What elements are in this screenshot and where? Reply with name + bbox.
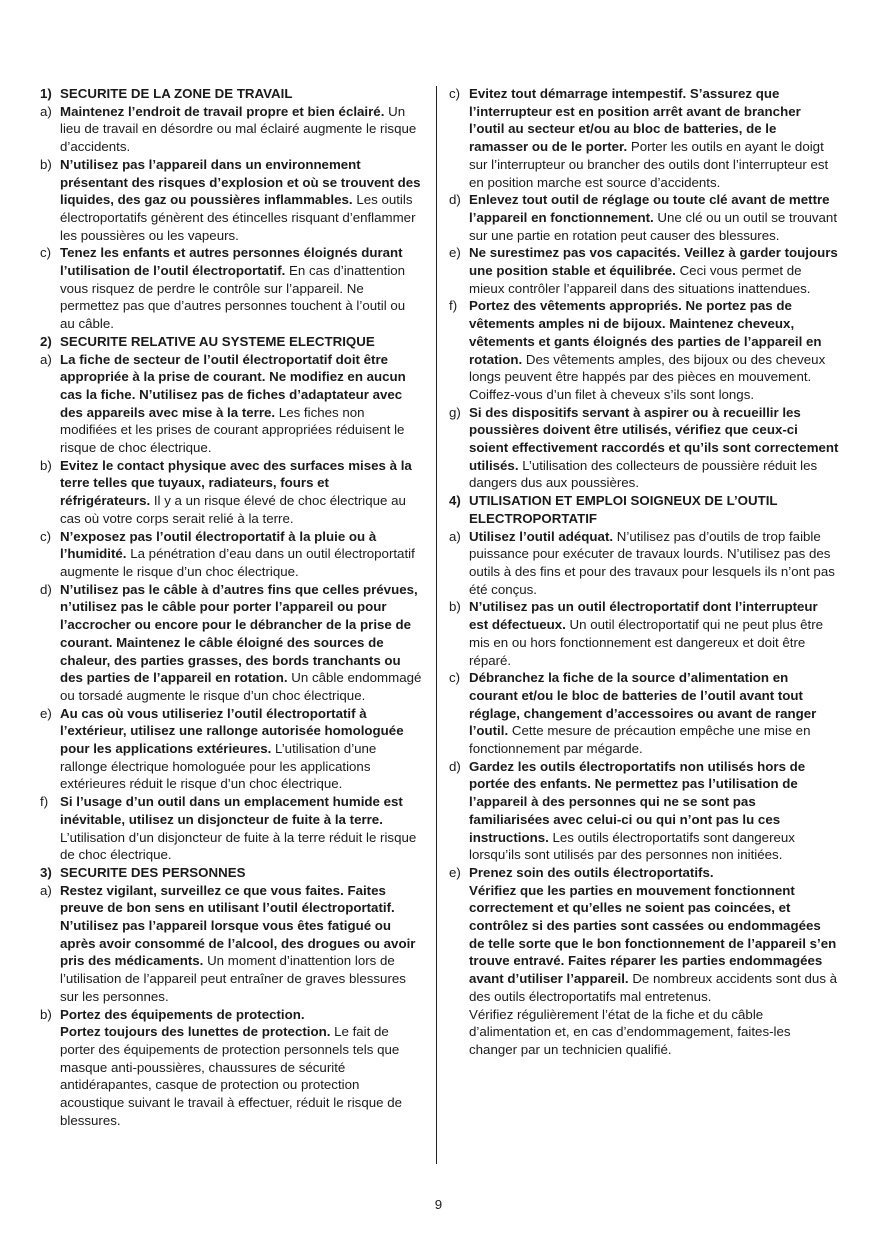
safety-item	[449, 758, 839, 864]
item-marker: a)	[449, 528, 461, 544]
warning-text: Prenez soin des outils électroportatifs.	[469, 864, 714, 880]
warning-text: Gardez les outils électroportatifs non utilisés hors de portée des enfants. Ne permettez pas l’utilisation de l’appareil à des personnes qui ne se sont pas familiarisées avec celui-ci ou qui n’ont pas lu ces instructions.	[469, 758, 806, 845]
explanation-text: Ceci vous permet de mieux contrôler l’appareil dans des situations inattendues.	[469, 263, 811, 296]
section-heading	[40, 85, 422, 103]
section-title: SECURITE RELATIVE AU SYSTEME ELECTRIQUE	[60, 333, 375, 349]
explanation-text: La pénétration d’eau dans un outil électroportatif augmente le risque d’un choc électrique.	[60, 546, 415, 579]
explanation-text: Un câble endommagé ou torsadé augmente le risque d’un choc électrique.	[60, 670, 422, 703]
section-heading	[40, 333, 422, 351]
warning-text: Maintenez l’endroit de travail propre et bien éclairé.	[60, 103, 385, 119]
safety-item	[449, 191, 839, 244]
safety-item	[40, 103, 422, 156]
item-marker: 1)	[40, 86, 52, 101]
item-marker: d)	[40, 581, 52, 597]
item-marker: a)	[40, 351, 52, 367]
explanation-text: Les outils électroportatifs génèrent des étincelles risquant d’enflammer les poussières ou les vapeurs.	[60, 192, 416, 243]
explanation-text: Une clé ou un outil se trouvant sur une partie en rotation peut causer des blessures.	[469, 209, 838, 243]
explanation-text: Un lieu de travail en désordre ou mal éclairé augmente le risque d’accidents.	[60, 103, 417, 155]
item-marker: c)	[449, 670, 461, 686]
explanation-text: L’utilisation d’une rallonge électrique homologuée pour les applications extérieures réduit le risque d’un choc électrique.	[60, 741, 377, 792]
item-marker: e)	[40, 705, 52, 721]
safety-item	[40, 244, 422, 333]
item-marker: c)	[40, 528, 52, 544]
item-marker: f)	[449, 298, 458, 314]
item-marker: f)	[40, 794, 49, 810]
explanation-text: Un outil électroportatif qui ne peut plus être mis en ou hors fonctionnement est dangereux et doit être réparé.	[469, 617, 824, 668]
warning-text: Enlevez tout outil de réglage ou toute clé avant de mettre l’appareil en fonctionnement.	[469, 192, 830, 225]
safety-item	[449, 528, 839, 599]
explanation-text: Porter les outils en ayant le doigt sur l’interrupteur ou brancher des outils dont l’interrupteur est en position marche est source d’accidents.	[469, 139, 829, 190]
warning-text: Ne surestimez pas vos capacités. Veillez à garder toujours une position stable et équilibrée.	[469, 245, 838, 279]
safety-item	[40, 793, 422, 864]
safety-item	[40, 156, 422, 245]
item-marker: b)	[40, 457, 52, 473]
explanation-text: Il y a un risque élevé de choc électrique au cas où votre corps serait relié à la terre.	[60, 493, 406, 526]
item-marker: 3)	[40, 864, 52, 880]
warning-text: N’utilisez pas le câble à d’autres fins que celles prévues, n’utilisez pas le câble pour porter l’appareil ou pour l’accrocher ou encore pour le débrancher de la prise de courant. Maintenez le câble éloigné des sources de chaleur, des parties grasses, des bords tranchants ou des parties de l’appareil en rotation.	[60, 581, 418, 686]
warning-text: Au cas où vous utiliseriez l’outil électroportatif à l’extérieur, utilisez une rallonge autorisée homologuée pour les applications extérieures.	[60, 705, 404, 757]
item-marker: 2)	[40, 333, 52, 349]
item-marker: 4)	[449, 493, 461, 509]
safety-item	[449, 85, 839, 191]
safety-item	[40, 581, 422, 705]
safety-item	[449, 244, 839, 297]
item-marker: c)	[449, 86, 461, 101]
explanation-text: De nombreux accidents sont dus à des outils électroportatifs mal entretenus.	[469, 971, 838, 1004]
section-title: SECURITE DES PERSONNES	[60, 864, 246, 880]
section-heading	[449, 492, 839, 527]
warning-text: Débranchez la fiche de la source d’alimentation en courant et/ou le bloc de batteries de l’outil avant tout réglage, changement d’accessoires ou avant de ranger l’outil.	[469, 670, 817, 739]
safety-item	[40, 351, 422, 457]
right-column	[449, 85, 839, 1059]
warning-text: Utilisez l’outil adéquat.	[469, 528, 614, 544]
explanation-text: Un moment d’inattention lors de l’utilisation de l’appareil peut entraîner de graves blessures sur les personnes.	[60, 953, 406, 1004]
warning-text: Restez vigilant, surveillez ce que vous faites. Faites preuve de bon sens en utilisant l’outil électroportatif. N’utilisez pas l’appareil lorsque vous êtes fatigué ou après avoir consommé de l’alcool, des drogues ou avoir pris des médicaments.	[60, 882, 416, 969]
item-marker: b)	[40, 156, 52, 172]
section-title: UTILISATION ET EMPLOI SOIGNEUX DE L’OUTIL ELECTROPORTATIF	[469, 493, 778, 526]
safety-item	[449, 297, 839, 403]
safety-item	[40, 528, 422, 581]
safety-item	[449, 864, 839, 1059]
explanation-text: Le fait de porter des équipements de protection personnels tels que masque anti-poussières, chaussures de sécurité antidérapantes, casque de protection ou protection acoustique suivant le travail à effectuer, réduit le risque de blessures.	[60, 1024, 402, 1128]
explanation-text: Les outils électroportatifs sont dangereux lorsqu’ils sont utilisés par des personnes non initiées.	[469, 829, 795, 863]
item-marker: a)	[40, 103, 52, 119]
warning-text: N’utilisez pas l’appareil dans un environnement présentant des risques d’explosion et où se trouvent des liquides, des gaz ou poussières inflammables.	[60, 156, 421, 208]
warning-text: La fiche de secteur de l’outil électroportatif doit être appropriée à la prise de courant. Ne modifiez en aucun cas la fiche. N’utilisez pas de fiches d’adaptateur avec des appareils avec mise à la terre.	[60, 351, 406, 420]
item-marker: b)	[40, 1006, 52, 1022]
explanation-text: Des vêtements amples, des bijoux ou des cheveux longs peuvent être happés par des pièces en mouvement. Coiffez-vous d’un filet à cheveux s’ils sont longs.	[469, 351, 826, 402]
section-title: SECURITE DE LA ZONE DE TRAVAIL	[60, 86, 293, 101]
explanation-text: En cas d’inattention vous risquez de perdre le contrôle sur l’appareil. Ne permettez pas que d’autres personnes touchent à l’outil ou au câble.	[60, 263, 406, 332]
safety-item	[449, 598, 839, 669]
warning-text: Portez des vêtements appropriés. Ne portez pas de vêtements amples ni de bijoux. Maintenez cheveux, vêtements et gants éloignés des parties de l’appareil en rotation.	[469, 298, 822, 367]
warning-text: Portez toujours des lunettes de protection.	[60, 1024, 331, 1040]
safety-item	[40, 1006, 422, 1130]
safety-item	[449, 669, 839, 758]
warning-text: Evitez tout démarrage intempestif. S’assurez que l’interrupteur est en position arrêt avant de brancher l’outil au secteur et/ou au bloc de batteries, de le ramasser ou de le porter.	[469, 86, 801, 155]
item-marker: a)	[40, 882, 52, 898]
warning-text: Portez des équipements de protection.	[60, 1006, 305, 1022]
item-marker: c)	[40, 245, 52, 261]
warning-text: Tenez les enfants et autres personnes éloignés durant l’utilisation de l’outil électroportatif.	[60, 245, 403, 279]
page-number: 9	[434, 1197, 443, 1212]
item-marker: b)	[449, 599, 461, 615]
warning-text: Evitez le contact physique avec des surfaces mises à la terre telles que tuyaux, radiateurs, fours et réfrigérateurs.	[60, 457, 412, 509]
column-divider	[436, 86, 437, 1164]
item-marker: e)	[449, 864, 461, 880]
item-marker: d)	[449, 758, 461, 774]
explanation-text: Vérifiez régulièrement l’état de la fiche et du câble d’alimentation et, en cas d’endommagement, faites-les changer par un technicien qualifié.	[469, 1006, 791, 1057]
explanation-text: L’utilisation d’un disjoncteur de fuite à la terre réduit le risque de choc électrique.	[60, 829, 417, 863]
warning-text: N’utilisez pas un outil électroportatif dont l’interrupteur est défectueux.	[469, 599, 818, 633]
explanation-text: N’utilisez pas d’outils de trop faible puissance pour exécuter de travaux lourds. N’utilisez pas des outils à des fins et pour des travaux pour lesquels ils n’ont pas été conçus.	[469, 528, 835, 597]
safety-item	[40, 457, 422, 528]
safety-item	[40, 705, 422, 794]
safety-item	[449, 404, 839, 493]
warning-text: N’exposez pas l’outil électroportatif à la pluie ou à l’humidité.	[60, 528, 377, 562]
explanation-text: L’utilisation des collecteurs de poussière réduit les dangers dus aux poussières.	[469, 457, 818, 491]
warning-text: Si l’usage d’un outil dans un emplacement humide est inévitable, utilisez un disjoncteur de fuite à la terre.	[60, 794, 403, 827]
explanation-text: Cette mesure de précaution empêche une mise en fonctionnement par mégarde.	[469, 723, 811, 757]
safety-item	[40, 882, 422, 1006]
item-marker: g)	[449, 404, 461, 420]
item-marker: d)	[449, 192, 461, 208]
section-heading	[40, 864, 422, 882]
explanation-text: Les fiches non modifiées et les prises de courant appropriées réduisent le risque de choc électrique.	[60, 404, 405, 456]
warning-text: Si des dispositifs servant à aspirer ou à recueillir les poussières doivent être utilisés, vérifiez que ceux-ci soient effectivement raccordés et qu’ils sont correctement utilisés.	[469, 404, 839, 473]
left-column	[40, 85, 422, 1129]
item-marker: e)	[449, 245, 461, 261]
warning-text: Vérifiez que les parties en mouvement fonctionnent correctement et qu’elles ne soient pas coincées, et contrôlez si des parties sont cassées ou endommagées de telle sorte que le bon fonctionnement de l’appareil s’en trouve entravé. Faites réparer les parties endommagées avant d’utiliser l’appareil.	[469, 882, 837, 987]
